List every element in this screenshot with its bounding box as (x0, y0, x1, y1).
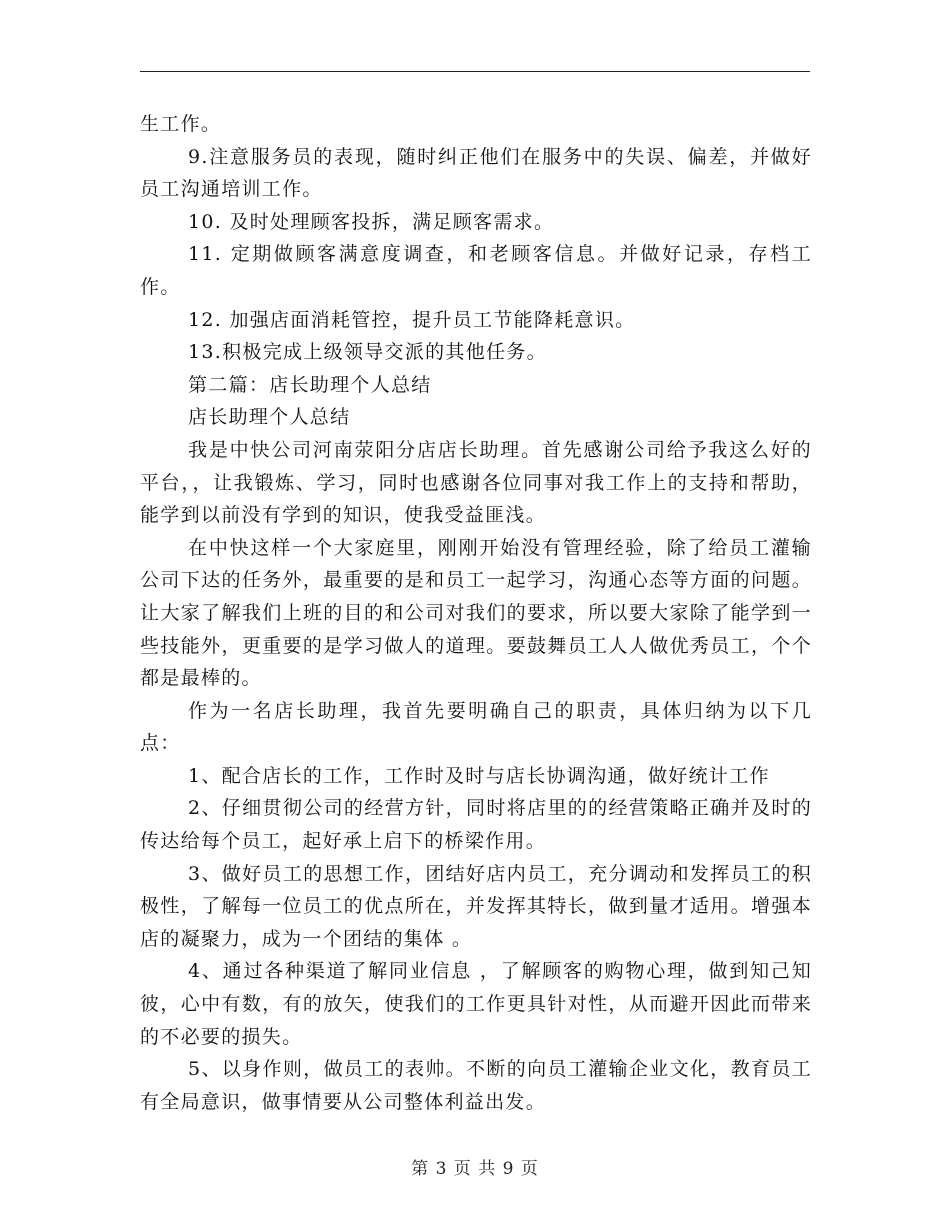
list-item: 3、做好员工的思想工作，团结好店内员工，充分调动和发挥员工的积极性，了解每一位员工的优点所在，并发挥其特长，做到量才适用。增强本店的凝聚力，成为一个团结的集体 。 (140, 862, 812, 950)
page-footer: 第 3 页 共 9 页 (411, 1159, 539, 1179)
paragraph: 9.注意服务员的表现，随时纠正他们在服务中的失误、偏差，并做好员工沟通培训工作。 (140, 145, 812, 201)
paragraph: 10. 及时处理顾客投拆，满足顾客需求。 (188, 210, 555, 233)
list-item: 4、通过各种渠道了解同业信息 ，了解顾客的购物心理，做到知己知彼，心中有数，有的放矢，使我们的工作更具针对性，从而避开因此而带来的不必要的损失。 (140, 960, 812, 1048)
paragraph: 12. 加强店面消耗管控，提升员工节能降耗意识。 (188, 308, 636, 331)
section-heading: 第二篇：店长助理个人总结 (188, 373, 432, 396)
paragraph: 11. 定期做顾客满意度调查，和老顾客信息。并做好记录，存档工作。 (140, 243, 812, 298)
document-body (140, 108, 812, 1118)
paragraph: 作为一名店长助理，我首先要明确自己的职责，具体归纳为以下几点： (140, 699, 812, 755)
list-item: 2、仔细贯彻公司的经营方针，同时将店里的的经营策略正确并及时的传达给每个员工，起好承上启下的桥梁作用。 (140, 797, 812, 853)
list-item: 5、以身作则，做员工的表帅。不断的向员工灌输企业文化，教育员工有全局意识，做事情要从公司整体利益出发。 (140, 1058, 812, 1113)
paragraph: 在中快这样一个大家庭里，刚刚开始没有管理经验，除了给员工灌输公司下达的任务外，最重要的是和员工一起学习，沟通心态等方面的问题。让大家了解我们上班的目的和公司对我们的要求，所以要大家除了能学到一些技能外，更重要的是学习做人的道理。要鼓舞员工人人做优秀员工，个个都是最棒的。 (140, 536, 812, 690)
header-rule (140, 71, 810, 72)
paragraph: 生工作。 (140, 113, 222, 135)
list-item: 1、配合店长的工作，工作时及时与店长协调沟通，做好统计工作 (188, 764, 770, 787)
paragraph: 我是中快公司河南荥阳分店店长助理。首先感谢公司给予我这么好的平台，，让我锻炼、学习，同时也感谢各位同事对我工作上的支持和帮助，能学到以前没有学到的知识，使我受益匪浅。 (140, 438, 812, 527)
paragraph: 13.积极完成上级领导交派的其他任务。 (188, 341, 547, 364)
section-title: 店长助理个人总结 (188, 406, 351, 429)
